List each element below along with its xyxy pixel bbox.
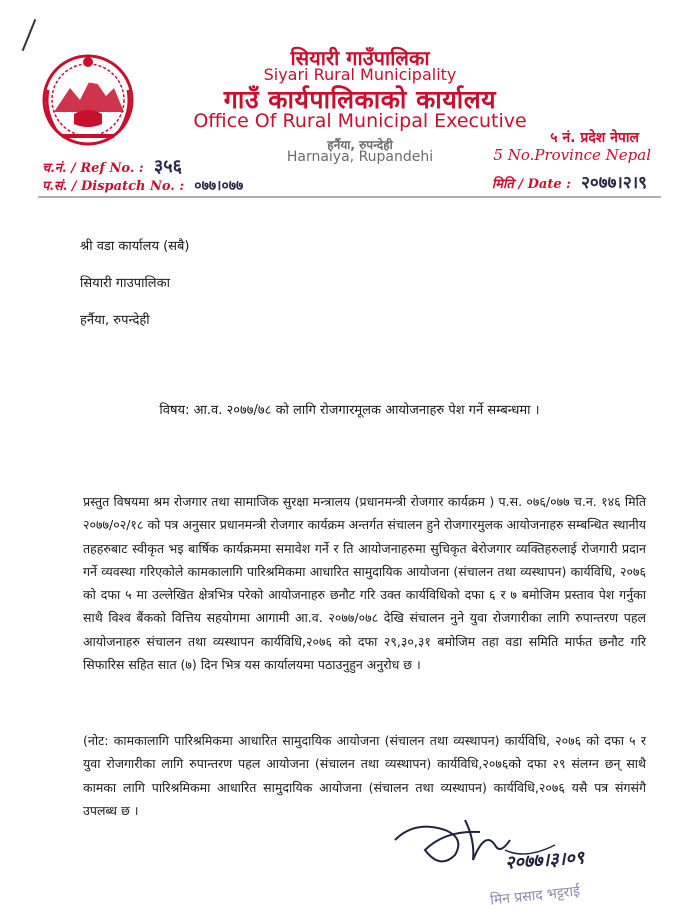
province-en: 5 No.Province Nepal — [493, 146, 651, 164]
nepal-emblem-icon — [40, 50, 136, 150]
letterhead-divider — [38, 196, 661, 198]
subject-line: विषय: आ.व. २०७७/७८ को लागि रोजगारमूलक आयोजनाहरु पेश गर्ने सम्बन्धमा । — [159, 403, 540, 418]
body-paragraph: प्रस्तुत विषयमा श्रम रोजगार तथा सामाजिक सुरक्षा मन्त्रालय (प्रधानमन्त्री रोजगार कार्यक्रम ) प.स. ०७६/०७७ च.न. १४६ मिति २०७७/०२/१८ को पत्र अनुसार प्रधानमन्त्री रोजगार कार्यक्रम अन्तर्गत संचालन हुने रोजगारमुलक आयोजनाहरु सम्बन्धित स्थानीय तहहरुबाट स्वीकृत भइ बार्षिक कार्यक्रममा समावेश गर्ने र ति आयोजनाहरुमा सुचिकृत बेरोजगार व्यक्तिहरुलाई रोजगारी प्रदान गर्ने व्यवस्था गरिएकोले कामकालागि पारिश्रमिकमा आधारित सामुदायिक आयोजना (संचालन तथा व्यस्थापन) कार्यविधि, २०७६ को दफा ५ मा उल्लेखित क्षेत्रभित्र परेको आयोजनाहरु छनौट गरि उक्त कार्यविधिको दफा ६ र ७ बमोजिम प्रस्ताव पेश गर्नुका साथै विश्व बैंकको वित्तिय सहयोगमा आगामी आ.व. २०७७/०७८ देखि संचालन नुने युवा रोजगारीका लागि रुपान्तरण पहल आयोजनाहरु संचालन तथा व्यस्थापन कार्यविधि,२०७६ को दफा २९,३०,३१ बमोजिम तहा वडा समिति मार्फत छनौट गरि सिफारिस सहित सात (७) दिन भित्र यस कार्यालयमा पठाउनुहुन अनुरोध छ । — [83, 494, 646, 673]
letter-date — [492, 170, 647, 193]
ref-number — [42, 154, 182, 178]
signature-date: २०७७।३।०९ — [504, 847, 585, 874]
addressee-line-1: श्री वडा कार्यालय (सबै) — [80, 239, 190, 254]
date-value: २०७७।२।९ — [581, 173, 647, 193]
office-name-en: Office Of Rural Municipal Executive — [193, 110, 527, 132]
province-np: ५ नं. प्रदेश नेपाल — [550, 130, 639, 146]
municipality-name-en: Siyari Rural Municipality — [263, 65, 457, 84]
date-label: मिति / Date : — [491, 177, 571, 192]
address-np: हर्नैया, रुपन्देही — [327, 138, 393, 152]
pen-mark — [22, 19, 37, 51]
dispatch-number — [42, 176, 243, 195]
signatory-name: मिन प्रसाद भट्टराई — [489, 883, 581, 909]
dispatch-value: ०७७।०७७ — [194, 178, 244, 194]
addressee-line-3: हर्नैया, रुपन्देही — [80, 313, 150, 328]
municipality-name-np: सियारी गाउँपालिका — [290, 46, 430, 70]
ref-value: ३५६ — [153, 156, 182, 177]
addressee-line-2: सियारी गाउपालिका — [80, 276, 170, 291]
dispatch-label: प.सं. / Dispatch No. : — [42, 179, 185, 194]
address-en: Harnaiya, Rupandehi — [286, 149, 434, 165]
note-paragraph: (नोट: कामकालागि पारिश्रमिकमा आधारित सामुदायिक आयोजना (संचालन तथा व्यस्थापन) कार्यविधि, २०७६ को दफा ५ र युवा रोजगारीका लागि रुपान्तरण पहल आयोजना (संचालन तथा व्यस्थापन) कार्यविधि,२०७६को दफा २९ संलग्न छन् साथै कामका लागि पारिश्रमिकमा आधारित सामुदायिक आयोजना (संचालन तथा व्यस्थापन) कार्यविधि,२०७६ यसै पत्र संगसंगै उपलब्ध छ । — [83, 733, 646, 818]
office-name-np: गाउँ कार्यपालिकाको कार्यालय — [223, 85, 497, 114]
ref-label: च.नं. / Ref No. : — [42, 161, 144, 176]
